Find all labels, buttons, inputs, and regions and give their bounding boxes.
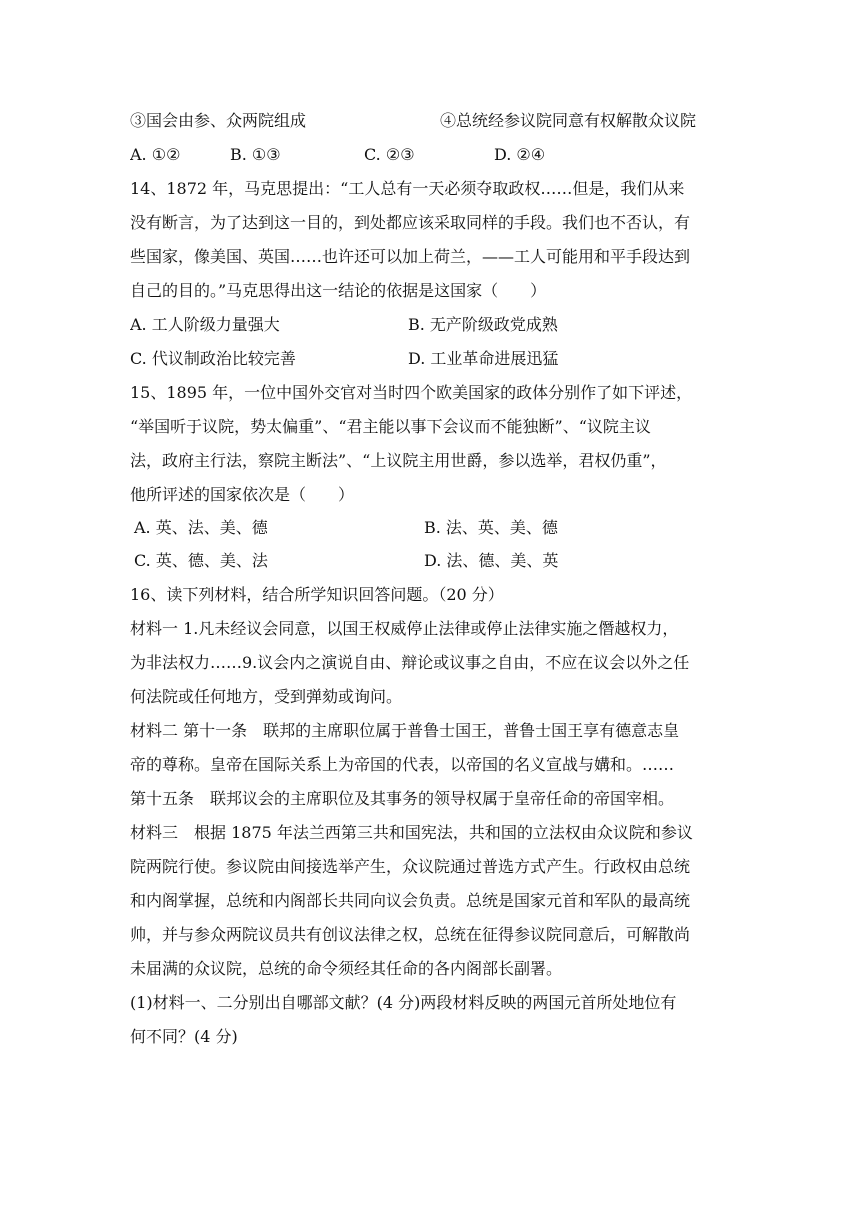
q15-choices-row-2 <box>130 544 740 578</box>
q16-line: 帝的尊称。皇帝在国际关系上为帝国的代表，以帝国的名义宣战与媾和。…… <box>130 755 675 774</box>
q14-choice-a: A. 工人阶级力量强大 <box>130 315 280 334</box>
q15-choice-d: D. 法、德、美、英 <box>424 551 559 570</box>
q14-choices-row-1 <box>130 308 740 342</box>
q16-line: 院两院行使。参议院由间接选举产生，众议院通过普选方式产生。行政权由总统 <box>130 857 691 876</box>
q14-choice-c: C. 代议制政治比较完善 <box>130 349 296 368</box>
q16-line: 帅，并与参众两院议员共有创议法律之权，总统在征得参议院同意后，可解散尚 <box>130 925 691 944</box>
q16-line: 材料二 第十一条 联邦的主席职位属于普鲁士国王，普鲁士国王享有德意志皇 <box>130 721 680 740</box>
q13-choice-a: A. ①② <box>130 145 181 164</box>
q16-line: 何不同？(4 分) <box>130 1027 238 1046</box>
q14-choice-d: D. 工业革命进展迅猛 <box>408 349 559 368</box>
q15-choice-c: C. 英、德、美、法 <box>134 551 268 570</box>
q15-stem-line: “举国听于议院，势太偏重”、“君主能以事下会议而不能独断”、“议院主议 <box>130 417 651 436</box>
q14-choice-b: B. 无产阶级政党成熟 <box>408 315 558 334</box>
q15-choices-row-1 <box>130 511 740 545</box>
q14-stem-line: 自己的目的。”马克思得出这一结论的依据是这国家（ ） <box>130 281 547 300</box>
q13-choice-d: D. ②④ <box>494 145 546 164</box>
q16-line: (1)材料一、二分别出自哪部文献？(4 分)两段材料反映的两国元首所处地位有 <box>130 993 677 1012</box>
q13-option-4: ④总统经参议院同意有权解散众议院 <box>440 111 697 130</box>
q15-stem-line: 法，政府主行法，察院主断法”、“上议院主用世爵，参以选举，君权仍重”， <box>130 451 667 470</box>
q13-choices-row <box>130 138 740 172</box>
q16-line: 材料一 1.凡未经议会同意，以国王权威停止法律或停止法律实施之僭越权力， <box>130 619 679 638</box>
q13-choice-b: B. ①③ <box>230 145 281 164</box>
q15-choice-a: A. 英、法、美、德 <box>134 518 268 537</box>
q16-line: 为非法权力……9.议会内之演说自由、辩论或议事之自由，不应在议会以外之任 <box>130 653 690 672</box>
q14-stem-line: 些国家，像美国、英国……也许还可以加上荷兰，——工人可能用和平手段达到 <box>130 247 691 266</box>
q14-stem-line: 14、1872 年，马克思提出：“工人总有一天必须夺取政权……但是，我们从来 <box>130 179 685 198</box>
q16-line: 第十五条 联邦议会的主席职位及其事务的领导权属于皇帝任命的帝国宰相。 <box>130 789 675 808</box>
q16-line: 材料三 根据 1875 年法兰西第三共和国宪法，共和国的立法权由众议院和参议 <box>130 823 693 842</box>
q16-line: 何法院或任何地方，受到弹劾或询问。 <box>130 687 403 706</box>
q13-choice-c: C. ②③ <box>364 145 415 164</box>
q16-line: 和内阁掌握，总统和内阁部长共同向议会负责。总统是国家元首和军队的最高统 <box>130 891 691 910</box>
q16-line: 16、读下列材料，结合所学知识回答问题。（20 分） <box>130 585 504 604</box>
q13-options-row <box>130 104 740 138</box>
q14-choices-row-2 <box>130 342 740 376</box>
q14-stem-line: 没有断言，为了达到这一目的，到处都应该采取同样的手段。我们也不否认，有 <box>130 213 691 232</box>
q15-stem-line: 15、1895 年，一位中国外交官对当时四个欧美国家的政体分别作了如下评述， <box>130 383 693 402</box>
q15-stem-line: 他所评述的国家依次是（ ） <box>130 485 355 504</box>
q16-line: 未届满的众议院，总统的命令须经其任命的各内阁部长副署。 <box>130 959 563 978</box>
q15-choice-b: B. 法、英、美、德 <box>424 518 558 537</box>
q13-option-3: ③国会由参、众两院组成 <box>130 111 307 130</box>
